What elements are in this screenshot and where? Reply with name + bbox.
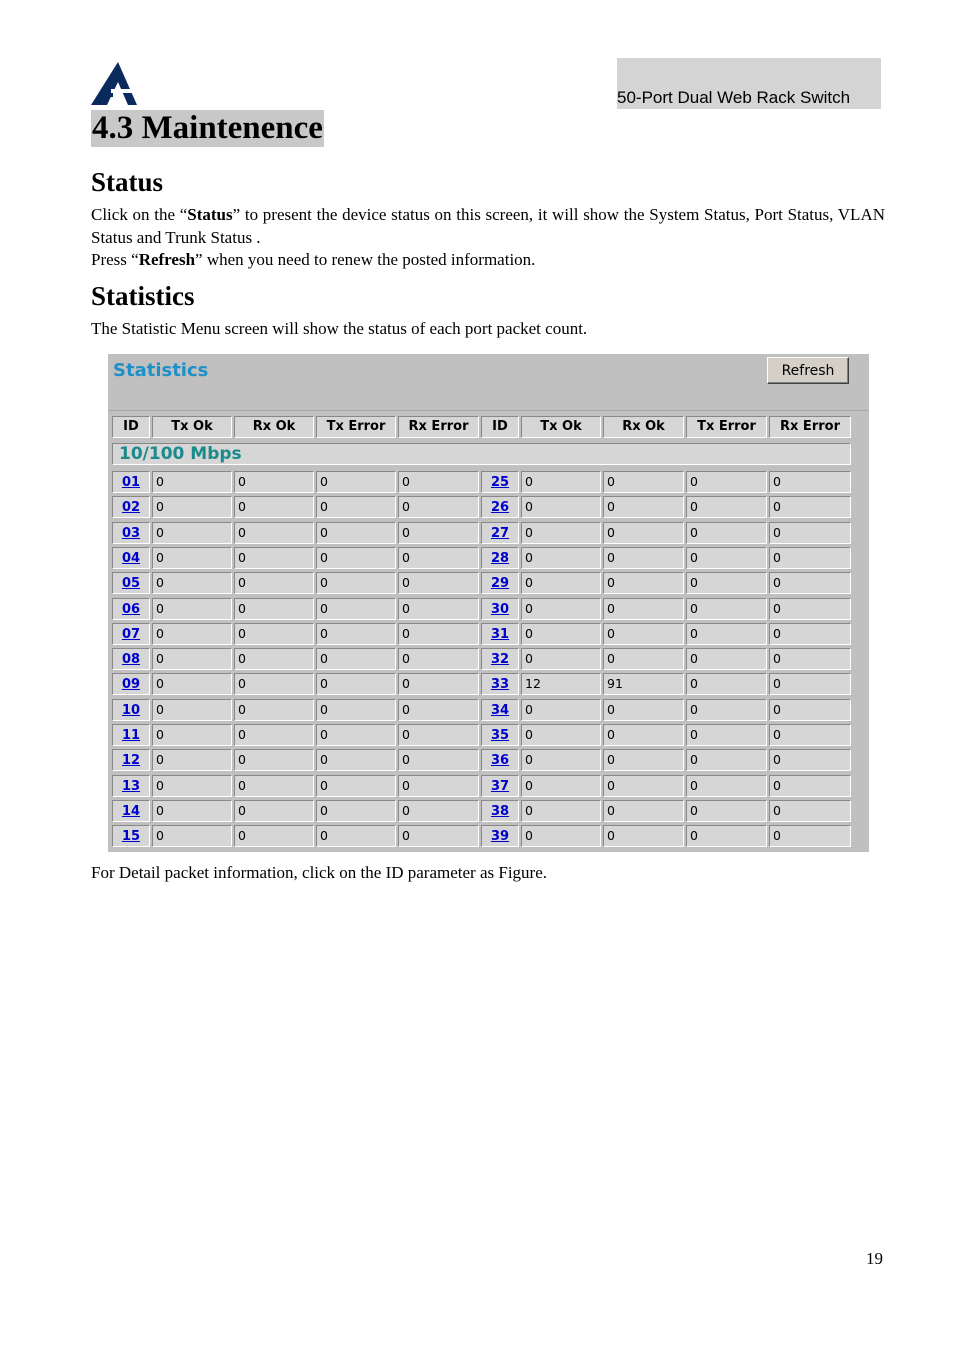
stat-value-cell: 0 bbox=[234, 547, 314, 569]
port-id-link[interactable]: 25 bbox=[490, 475, 510, 490]
stat-value-cell: 0 bbox=[686, 471, 767, 493]
stat-value-cell: 0 bbox=[769, 724, 851, 746]
statistics-heading: Statistics bbox=[91, 281, 195, 311]
port-id-cell bbox=[481, 724, 519, 746]
port-id-link[interactable]: 32 bbox=[490, 652, 510, 667]
stat-value-cell: 0 bbox=[398, 749, 479, 771]
stat-value-cell: 0 bbox=[686, 699, 767, 721]
port-id-cell bbox=[112, 496, 150, 518]
stat-value-cell: 0 bbox=[769, 800, 851, 822]
stat-value-cell: 0 bbox=[521, 825, 601, 847]
port-id-link[interactable]: 31 bbox=[490, 627, 510, 642]
stat-value-cell: 0 bbox=[316, 825, 396, 847]
port-id-cell bbox=[112, 572, 150, 594]
stat-value-cell: 0 bbox=[234, 800, 314, 822]
stat-value-cell: 0 bbox=[398, 800, 479, 822]
port-id-cell bbox=[112, 623, 150, 645]
stat-value-cell: 0 bbox=[521, 724, 601, 746]
stat-value-cell: 0 bbox=[686, 547, 767, 569]
stat-value-cell: 0 bbox=[234, 825, 314, 847]
stat-value-cell: 0 bbox=[603, 648, 684, 670]
stat-value-cell: 0 bbox=[398, 471, 479, 493]
stat-value-cell: 0 bbox=[398, 496, 479, 518]
stat-value-cell: 0 bbox=[521, 471, 601, 493]
column-header: Rx Error bbox=[769, 416, 851, 438]
stat-value-cell: 0 bbox=[234, 724, 314, 746]
stat-value-cell: 0 bbox=[686, 673, 767, 695]
stat-value-cell: 0 bbox=[686, 825, 767, 847]
stat-value-cell: 0 bbox=[234, 648, 314, 670]
stat-value-cell: 0 bbox=[316, 673, 396, 695]
stat-value-cell: 0 bbox=[769, 598, 851, 620]
column-header: Tx Error bbox=[316, 416, 396, 438]
stat-value-cell: 0 bbox=[603, 623, 684, 645]
stat-value-cell: 0 bbox=[686, 522, 767, 544]
stat-value-cell: 0 bbox=[686, 800, 767, 822]
status-paragraph-2 bbox=[91, 249, 885, 272]
stat-value-cell: 0 bbox=[316, 547, 396, 569]
stat-value-cell: 0 bbox=[316, 699, 396, 721]
stat-value-cell: 0 bbox=[316, 623, 396, 645]
port-id-link[interactable]: 29 bbox=[490, 576, 510, 591]
port-id-cell bbox=[481, 572, 519, 594]
stat-value-cell: 0 bbox=[152, 724, 232, 746]
stat-value-cell: 0 bbox=[769, 623, 851, 645]
stat-value-cell: 0 bbox=[603, 775, 684, 797]
panel-title: Statistics bbox=[113, 360, 209, 381]
stat-value-cell: 0 bbox=[769, 825, 851, 847]
stat-value-cell: 0 bbox=[603, 699, 684, 721]
refresh-text: Press “ bbox=[91, 250, 139, 269]
logo-icon bbox=[91, 60, 137, 106]
port-id-cell bbox=[481, 471, 519, 493]
stat-value-cell: 0 bbox=[769, 547, 851, 569]
stat-value-cell: 0 bbox=[603, 572, 684, 594]
stat-value-cell: 0 bbox=[316, 496, 396, 518]
stat-value-cell: 12 bbox=[521, 673, 601, 695]
stat-value-cell: 0 bbox=[152, 623, 232, 645]
stat-value-cell: 0 bbox=[152, 598, 232, 620]
port-id-link[interactable]: 05 bbox=[121, 576, 141, 591]
stat-value-cell: 0 bbox=[521, 648, 601, 670]
stat-value-cell: 0 bbox=[603, 547, 684, 569]
group-label: 10/100 Mbps bbox=[112, 443, 851, 465]
column-header: Rx Ok bbox=[603, 416, 684, 438]
port-id-link[interactable]: 02 bbox=[121, 500, 141, 515]
stat-value-cell: 0 bbox=[152, 547, 232, 569]
stat-value-cell: 0 bbox=[398, 648, 479, 670]
port-id-cell bbox=[112, 648, 150, 670]
port-id-cell bbox=[481, 825, 519, 847]
column-header: ID bbox=[112, 416, 150, 438]
stat-value-cell: 91 bbox=[603, 673, 684, 695]
stat-value-cell: 0 bbox=[769, 673, 851, 695]
running-header: 50-Port Dual Web Rack Switch bbox=[617, 88, 851, 107]
stat-value-cell: 0 bbox=[769, 775, 851, 797]
stat-value-cell: 0 bbox=[521, 598, 601, 620]
column-header: Rx Error bbox=[398, 416, 479, 438]
stat-value-cell: 0 bbox=[398, 673, 479, 695]
port-id-link[interactable]: 39 bbox=[490, 829, 510, 844]
stat-value-cell: 0 bbox=[234, 598, 314, 620]
stat-value-cell: 0 bbox=[603, 522, 684, 544]
status-bold-term: Status bbox=[187, 205, 233, 224]
port-id-link[interactable]: 34 bbox=[490, 703, 510, 718]
stat-value-cell: 0 bbox=[152, 471, 232, 493]
stat-value-cell: 0 bbox=[603, 598, 684, 620]
stat-value-cell: 0 bbox=[769, 699, 851, 721]
port-id-link[interactable]: 06 bbox=[121, 602, 141, 617]
statistics-description: The Statistic Menu screen will show the status of each port packet count. bbox=[91, 319, 588, 338]
stat-value-cell: 0 bbox=[603, 800, 684, 822]
stat-value-cell: 0 bbox=[521, 775, 601, 797]
port-id-link[interactable]: 12 bbox=[121, 753, 141, 768]
port-id-cell bbox=[481, 496, 519, 518]
stat-value-cell: 0 bbox=[316, 598, 396, 620]
column-header: Tx Ok bbox=[521, 416, 601, 438]
column-header: Tx Ok bbox=[152, 416, 232, 438]
stat-value-cell: 0 bbox=[234, 522, 314, 544]
stat-value-cell: 0 bbox=[152, 648, 232, 670]
stat-value-cell: 0 bbox=[152, 825, 232, 847]
stat-value-cell: 0 bbox=[603, 471, 684, 493]
stat-value-cell: 0 bbox=[521, 522, 601, 544]
stat-value-cell: 0 bbox=[152, 496, 232, 518]
port-id-link[interactable]: 14 bbox=[121, 804, 141, 819]
stat-value-cell: 0 bbox=[603, 749, 684, 771]
stat-value-cell: 0 bbox=[686, 724, 767, 746]
stat-value-cell: 0 bbox=[398, 598, 479, 620]
status-heading: Status bbox=[91, 167, 164, 197]
refresh-text-rest: ” when you need to renew the posted information. bbox=[195, 250, 536, 269]
stat-value-cell: 0 bbox=[398, 623, 479, 645]
stat-value-cell: 0 bbox=[234, 496, 314, 518]
stat-value-cell: 0 bbox=[316, 522, 396, 544]
port-id-cell bbox=[112, 699, 150, 721]
stat-value-cell: 0 bbox=[316, 775, 396, 797]
port-id-link[interactable]: 26 bbox=[490, 500, 510, 515]
stat-value-cell: 0 bbox=[686, 623, 767, 645]
stat-value-cell: 0 bbox=[521, 800, 601, 822]
stat-value-cell: 0 bbox=[769, 572, 851, 594]
port-id-cell bbox=[481, 623, 519, 645]
port-id-cell bbox=[481, 775, 519, 797]
stat-value-cell: 0 bbox=[769, 749, 851, 771]
stat-value-cell: 0 bbox=[603, 724, 684, 746]
column-header: Rx Ok bbox=[234, 416, 314, 438]
port-id-link[interactable]: 13 bbox=[121, 779, 141, 794]
port-id-cell bbox=[112, 673, 150, 695]
stat-value-cell: 0 bbox=[234, 471, 314, 493]
port-id-cell bbox=[481, 598, 519, 620]
stat-value-cell: 0 bbox=[603, 496, 684, 518]
company-logo bbox=[91, 60, 137, 106]
port-id-cell bbox=[112, 800, 150, 822]
stat-value-cell: 0 bbox=[234, 572, 314, 594]
stat-value-cell: 0 bbox=[152, 522, 232, 544]
port-id-cell bbox=[481, 673, 519, 695]
column-header: Tx Error bbox=[686, 416, 767, 438]
port-id-cell bbox=[112, 775, 150, 797]
stat-value-cell: 0 bbox=[398, 825, 479, 847]
stat-value-cell: 0 bbox=[521, 496, 601, 518]
status-text: Click on the “ bbox=[91, 205, 188, 224]
port-id-cell bbox=[112, 749, 150, 771]
stat-value-cell: 0 bbox=[769, 648, 851, 670]
port-id-link[interactable]: 08 bbox=[121, 652, 141, 667]
port-id-link[interactable]: 38 bbox=[490, 804, 510, 819]
stat-value-cell: 0 bbox=[521, 699, 601, 721]
stat-value-cell: 0 bbox=[316, 749, 396, 771]
stat-value-cell: 0 bbox=[686, 775, 767, 797]
stat-value-cell: 0 bbox=[398, 724, 479, 746]
port-id-link[interactable]: 37 bbox=[490, 779, 510, 794]
stat-value-cell: 0 bbox=[152, 800, 232, 822]
port-id-link[interactable]: 27 bbox=[490, 526, 510, 541]
port-id-link[interactable]: 07 bbox=[121, 627, 141, 642]
stat-value-cell: 0 bbox=[152, 572, 232, 594]
stat-value-cell: 0 bbox=[398, 572, 479, 594]
stat-value-cell: 0 bbox=[316, 648, 396, 670]
panel-divider bbox=[108, 410, 869, 411]
stat-value-cell: 0 bbox=[316, 724, 396, 746]
stat-value-cell: 0 bbox=[521, 572, 601, 594]
statistics-panel bbox=[108, 354, 869, 852]
port-id-link[interactable]: 15 bbox=[121, 829, 141, 844]
port-id-cell bbox=[481, 648, 519, 670]
port-id-link[interactable]: 10 bbox=[121, 703, 141, 718]
stat-value-cell: 0 bbox=[686, 648, 767, 670]
stat-value-cell: 0 bbox=[234, 623, 314, 645]
stat-value-cell: 0 bbox=[152, 775, 232, 797]
stat-value-cell: 0 bbox=[398, 699, 479, 721]
port-id-cell bbox=[112, 522, 150, 544]
port-id-link[interactable]: 36 bbox=[490, 753, 510, 768]
stat-value-cell: 0 bbox=[152, 749, 232, 771]
status-paragraph-1 bbox=[91, 204, 885, 249]
stat-value-cell: 0 bbox=[152, 699, 232, 721]
stat-value-cell: 0 bbox=[234, 775, 314, 797]
stat-value-cell: 0 bbox=[603, 825, 684, 847]
stat-value-cell: 0 bbox=[398, 547, 479, 569]
port-id-cell bbox=[481, 522, 519, 544]
port-id-link[interactable]: 35 bbox=[490, 728, 510, 743]
stat-value-cell: 0 bbox=[769, 471, 851, 493]
stat-value-cell: 0 bbox=[521, 623, 601, 645]
port-id-cell bbox=[112, 471, 150, 493]
port-id-link[interactable]: 33 bbox=[490, 677, 510, 692]
port-id-link[interactable]: 28 bbox=[490, 551, 510, 566]
stat-value-cell: 0 bbox=[398, 522, 479, 544]
stat-value-cell: 0 bbox=[686, 749, 767, 771]
refresh-bold-term: Refresh bbox=[138, 250, 196, 269]
stat-value-cell: 0 bbox=[521, 547, 601, 569]
port-id-link[interactable]: 30 bbox=[490, 602, 510, 617]
stat-value-cell: 0 bbox=[234, 673, 314, 695]
port-id-cell bbox=[481, 547, 519, 569]
port-id-link[interactable]: 01 bbox=[121, 475, 141, 490]
stat-value-cell: 0 bbox=[152, 673, 232, 695]
stat-value-cell: 0 bbox=[769, 522, 851, 544]
column-header: ID bbox=[481, 416, 519, 438]
port-id-cell bbox=[112, 547, 150, 569]
port-id-cell bbox=[481, 800, 519, 822]
section-title: 4.3 Maintenence bbox=[92, 110, 323, 146]
stat-value-cell: 0 bbox=[234, 699, 314, 721]
status-text-rest: ” to present the device status on this screen, it will show the System Status, Port Status, VLAN Status and Trunk Status . bbox=[91, 205, 885, 247]
port-id-link[interactable]: 03 bbox=[121, 526, 141, 541]
page-number: 19 bbox=[866, 1249, 883, 1268]
stat-value-cell: 0 bbox=[316, 800, 396, 822]
stat-value-cell: 0 bbox=[316, 471, 396, 493]
stat-value-cell: 0 bbox=[686, 598, 767, 620]
stat-value-cell: 0 bbox=[521, 749, 601, 771]
stat-value-cell: 0 bbox=[398, 775, 479, 797]
stat-value-cell: 0 bbox=[769, 496, 851, 518]
port-id-cell bbox=[112, 724, 150, 746]
footer-note: For Detail packet information, click on the ID parameter as Figure. bbox=[91, 863, 548, 882]
stat-value-cell: 0 bbox=[234, 749, 314, 771]
port-id-link[interactable]: 11 bbox=[121, 728, 141, 743]
port-id-cell bbox=[481, 749, 519, 771]
port-id-cell bbox=[112, 598, 150, 620]
stat-value-cell: 0 bbox=[316, 572, 396, 594]
port-id-cell bbox=[481, 699, 519, 721]
stat-value-cell: 0 bbox=[686, 572, 767, 594]
stat-value-cell: 0 bbox=[686, 496, 767, 518]
port-id-link[interactable]: 04 bbox=[121, 551, 141, 566]
port-id-link[interactable]: 09 bbox=[121, 677, 141, 692]
port-id-cell bbox=[112, 825, 150, 847]
refresh-button[interactable]: Refresh bbox=[767, 357, 849, 384]
